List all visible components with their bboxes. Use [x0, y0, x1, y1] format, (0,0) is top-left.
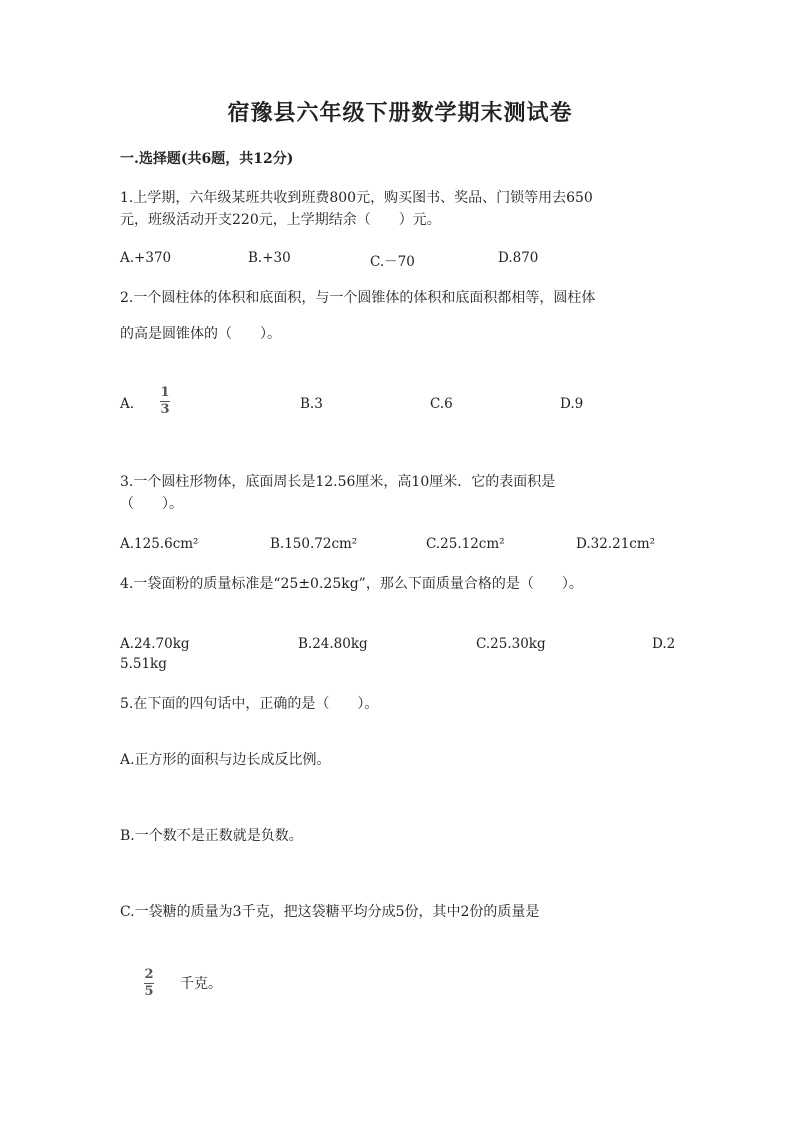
question-3-option-b: B.150.72cm² [270, 536, 358, 552]
question-2-line-1: 2.一个圆柱体的体积和底面积，与一个圆锥体的体积和底面积都相等，圆柱体 [120, 290, 596, 306]
question-3-line-2: （ ）。 [120, 496, 183, 512]
question-1-option-c: C.－70 [370, 254, 415, 270]
question-5-option-c-unit: 千克。 [180, 976, 222, 992]
question-1-option-a: A.+370 [120, 250, 172, 266]
fraction-numerator: 2 [144, 967, 154, 982]
question-3-option-a: A.125.6cm² [120, 536, 199, 552]
question-2-option-b: B.3 [300, 396, 323, 412]
fraction-denominator: 5 [144, 984, 154, 999]
question-2-option-c: C.6 [430, 396, 453, 412]
question-5-option-a: A.正方形的面积与边长成反比例。 [120, 752, 331, 768]
section-heading: 一.选择题(共6题，共12分) [120, 151, 294, 167]
question-5-option-c: C.一袋糖的质量为3千克，把这袋糖平均分成5份，其中2份的质量是 [120, 904, 540, 920]
question-4-option-c: C.25.30kg [476, 636, 546, 652]
question-1-line-1: 1.上学期，六年级某班共收到班费800元，购买图书、奖品、门锁等用去650 [120, 190, 593, 206]
question-4-line-1: 4.一袋面粉的质量标准是“25±0.25kg”，那么下面质量合格的是（ ）。 [120, 576, 583, 592]
question-5-line-1: 5.在下面的四句话中，正确的是（ ）。 [120, 696, 379, 712]
question-5-option-b: B.一个数不是正数就是负数。 [120, 828, 303, 844]
question-4-option-a: A.24.70kg [120, 636, 190, 652]
page-title: 宿豫县六年级下册数学期末测试卷 [227, 100, 573, 126]
question-3-line-1: 3.一个圆柱形物体，底面周长是12.56厘米，高10厘米．它的表面积是 [120, 474, 556, 490]
question-1-option-d: D.870 [498, 250, 539, 266]
question-5-option-c-fraction [144, 968, 154, 999]
fraction-numerator: 1 [160, 385, 170, 400]
question-1-option-b: B.+30 [248, 250, 291, 266]
fraction-denominator: 3 [160, 402, 170, 417]
question-3-option-c: C.25.12cm² [426, 536, 505, 552]
question-4-option-d-wrap: 5.51kg [120, 656, 167, 672]
question-2-option-a-label: A. [120, 396, 135, 412]
question-4-option-b: B.24.80kg [298, 636, 368, 652]
question-1-line-2: 元，班级活动开支220元，上学期结余（ ）元。 [120, 212, 441, 228]
question-4-option-d: D.2 [652, 636, 676, 652]
question-2-option-a-fraction [160, 386, 170, 417]
question-2-line-2: 的高是圆锥体的（ ）。 [120, 326, 281, 342]
question-3-option-d: D.32.21cm² [576, 536, 656, 552]
question-2-option-d: D.9 [560, 396, 584, 412]
